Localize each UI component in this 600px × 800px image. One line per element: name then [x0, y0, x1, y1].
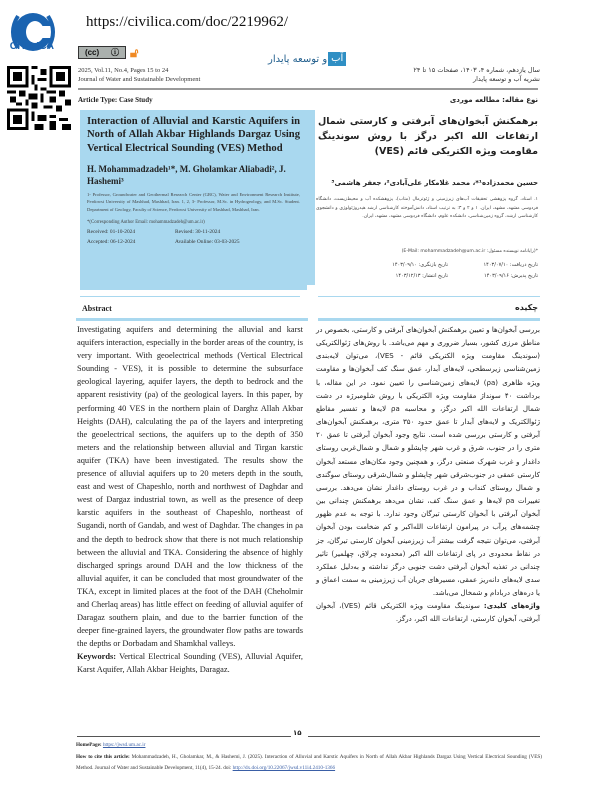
license-area	[78, 46, 138, 59]
volume-info-fa: سال یازدهم، شماره ۴، ۱۴۰۳، صفحات ۱۵ تا ۲۴	[413, 66, 540, 74]
abstract-text-fa: بررسی آبخوان‌ها و تعیین برهمکنش آبخوان‌های آبرفتی و کارستی، بخصوص در مناطق مرزی کشور، بسیار ضروری و مهم می‌باشد. با روش‌های ژئوالکتریکی (سوندینگ مقاومت ویژه الکتریکی قائم - VES)، می‌توان لایه‌بندی زمین‌شناسی زیرسطحی، لایه‌های آبدار، عمق سنگ کف آبخوان‌ها و مقاومت ویژه ظاهری (ρa) لایه‌های زمین‌شناسی را تعیین نمود. در این مقاله، با برداشت ۴۰ سونداژ مقاومت ویژه الکتریکی با روش شلومبرژه در دشت شمال ارتفاعات الله اکبر درگز، و محاسبه ρa لایه‌ها و تفسیر مقاطع ژئوالکتریک و لایه‌های آبدار تا عمق حدود ۳۵۰ متری، برهمکنش آبخوان‌های آبرفتی و کارستی بررسی شده است. نتایج وجود آبخوان آبرفتی تا عمق ۲۰ متری را در جنوب، شرق و غرب شهر چاپشلو و شمال و شمال‌غربی روستای داغدار و غرب شهرک صنعتی درگز، و همچنین وجود مکان‌های مستعد آبخوان کارستی عمقی در جنوب‌شرقی شهر چاپشلو و شمال‌شرقی روستای سوگندی و شمال روستای کنداب و در غرب روستای داغدار نشان می‌دهد. بررسی تغییرات ρa لایه‌ها و عمق سنگ کف، نشان می‌دهد برهمکنش چندانی بین آبخوان آبرفتی با آبخوان کارستی تیرگان وجود ندارد. با توجه به عدم ظهور چشمه‌های پرآب در پیرامون ارتفاعات الله‌اکبر و کم ضخامت بودن آبخوان آبرفتی، می‌توان نتیجه گرفت بیشتر آب زیرزمینی آبخوان کارستی تیرگان، جز در نقاط محدودی در پای ارتفاعات الله اکبر (محدوده چرلاق، چهلمیر) تاثیر چندانی در تغذیه آبخوان آبرفتی دشت جنوبی درگز نداشته و به‌دلیل عملکرد سدی لایه‌های دانه‌ریز عمقی، مسیرهای جریان آب زیرزمینی به سمت اعماق و یا دره‌های دربادام و شمخال می‌باشد.	[316, 326, 540, 598]
abstract-band-fa	[318, 318, 540, 321]
accepted-date: Accepted: 06-12-2024	[87, 238, 136, 245]
received-date-fa: تاریخ دریافت: ۱۴۰۳/۰۷/۱۰	[483, 262, 538, 268]
available-date: Available Online: 03-03-2025	[175, 238, 240, 245]
keywords-label-fa: واژه‌های کلیدی:	[483, 602, 540, 611]
cite-label: How to cite this article:	[76, 753, 130, 760]
dates-en	[87, 229, 300, 245]
corresponding-email-fa: *(رایانامه نویسنده مسئول: E-Mail: mohammadzadeh@um.ac.ir)	[401, 249, 538, 254]
abstract-heading-fa: چکیده	[514, 303, 538, 312]
article-type-fa: نوع مقاله: مطالعه موردی	[449, 96, 538, 104]
keywords-fa: سوندینگ مقاومت ویژه الکتریکی قائم (VES)، آبخوان آبرفتی، آبخوان کارستی، ارتفاعات الله اکبر، درگز.	[316, 602, 540, 624]
published-date-fa: تاریخ انتشار: ۱۴۰۳/۱۲/۱۳	[395, 273, 448, 279]
dates-fa	[358, 262, 538, 279]
header-divider	[78, 88, 538, 90]
abstract-fa	[316, 324, 540, 627]
volume-info-en: 2025, Vol.11, No.4, Pages 15 to 24	[78, 67, 169, 74]
corresponding-email-en: *(Corresponding Author Email: mohammadzadeh@um.ac.ir)	[87, 219, 205, 225]
abstract-heading-en: Abstract	[82, 304, 112, 313]
paper-title-en: Interaction of Alluvial and Karstic Aquifers in North of Allah Akbar Highlands Dargaz Using Vertical Electrical Sounding (VES) Method	[87, 116, 300, 154]
cc-by-license-icon[interactable]: (cc) ⓘ	[78, 46, 126, 59]
affiliations-fa: ۱. استاد، گروه پژوهشی تحقیقات آب‌های زیرزمینی و ژئوترمال (متاب)، پژوهشکده آب و محیط‌زیست، دانشگاه فردوسی مشهد، مشهد، ایران. ۱ و ۲ و ۳: به ترتیب استاد، دانش‌آموخته کارشناسی ارشد هیدروژئولوژی و دانشجوی کارشناسی ارشد، گروه زمین‌شناسی، دانشکده علوم، دانشگاه فردوسی مشهد، مشهد، ایران.	[316, 197, 539, 220]
homepage-link[interactable]: https://jwsd.um.ac.ir	[102, 742, 146, 748]
affiliations-en: 1- Professor, Groundwater and Geothermal Research Center (GRC), Water and Environment Research Institute, Ferdowsi University of Mashhad, Mashhad, Iran. 1, 2, 3- Professor, M.Sc. in Hydrogeology, and M.Sc. Student. Department of Geology, Faculty of Science, Ferdowsi University of Mashhad, Mashhad, Iran.	[87, 191, 300, 213]
document-url[interactable]: https://civilica.com/doc/2219962/	[86, 14, 289, 30]
paper-title-fa: برهمکنش آبخوان‌های آبرفتی و کارستی شمال ارتفاعات الله اکبر درگز با روش سوندینگ مقاومت ویژه الکتریکی قائم (VES)	[318, 116, 538, 157]
doi-link[interactable]: http://dx.doi.org/10.22067/jwsd.v11i4.2410-1366	[232, 765, 336, 772]
received-date: Received: 01-10-2024	[87, 228, 136, 235]
persian-title-accent	[307, 110, 315, 285]
authors-fa: حسین محمدزاده¹*، محمد غلامکار علی‌آبادی²، جعفر هاشمی³	[331, 179, 538, 187]
abstract-divider-en	[80, 296, 300, 297]
revised-date: Revised: 30-11-2024	[175, 228, 221, 235]
abstract-band-en	[76, 318, 308, 321]
journal-logo-box: آب	[328, 52, 346, 66]
journal-logo	[268, 52, 346, 66]
journal-info-fa	[413, 66, 540, 84]
revised-date-fa: تاریخ بازنگری: ۱۴۰۳/۰۹/۱۰	[392, 262, 448, 268]
abstract-en	[77, 323, 303, 677]
accepted-date-fa: تاریخ پذیرش: ۱۴۰۳/۰۹/۱۶	[484, 273, 538, 279]
journal-info-en	[78, 66, 200, 84]
footer-divider-left	[77, 736, 291, 737]
english-title-box	[80, 110, 307, 290]
civilica-brand: CIVILICA	[9, 41, 55, 52]
keywords-en: Vertical Electrical Sounding (VES), Alluvial Aquifer, Karst Aquifer, Allah Akbar Heights, Daragaz.	[77, 652, 303, 675]
cite-text: Mohammadzadeh, H., Gholamkar, M., & Hashemi, J. (2025). Interaction of Alluvial and Karstic Aquifers in North of Allah Akbar Highlands Dargaz Using Vertical Electrical Sounding (VES) Method. Journal of Water and Sustainable Development, 11(4), 15-24. doi:	[76, 753, 542, 772]
open-access-icon: 🔓︎	[130, 45, 139, 60]
article-type-en: Article Type: Case Study	[78, 96, 153, 104]
citation-footer	[76, 740, 542, 775]
abstract-text-en: Investigating aquifers and determining the alluvial and karst aquifers interaction, especially in the border areas of the country, is very important. With geoelectrical methods (Vertical Electrical Sounding - VES), it is possible to determine the subsurface geological layering, aquifer layers, the depth to bedrock and the apparent resistivity (ρa) of the geological layers. In this paper, by performing 40 VES in the northern plain of Darghz Allah Akbar Heights (DAH), calculating the ρa of the layers and interpreting the geoelectrical sections, the aquifers up to the depth of 350 meters and the relationship between alluvial and Tirgan karstic aquifer (TKA) have been investigated. The results show the presence of alluvial aquifers up to 20 meters depth in the south, east and west of Chapeshlo, north and northwest of Daghdar and west of Dargaz industrial town, as well as the presence of deep karstic aquifers in the southeast of Chapeshlo, northeast of Sugandi, north of Gandab, and west of Daghdar. The changes in ρa and the depth to bedrock show that there is not much relationship between the alluvial and TKA. Considering the absence of highly discharged springs around DAH and the low thickness of the alluvial aquifer, it can be concluded that most groundwater of the TKA, except in limited places at the foot of the DAH (Cheholmir and Cherlaq areas) has little effect on feeding of alluvial aquifer of Daragaz southern plain, and due to the barrier function of the deeper fine-grained layers, the groundwater flow paths are towards the depths or Dorbadam and Shamkhal valleys.	[77, 325, 303, 649]
keywords-label-en: Keywords:	[77, 652, 117, 662]
homepage-label: HomePage:	[76, 742, 102, 748]
journal-logo-text: و توسعه پایدار	[268, 53, 328, 65]
page-number: ۱۵	[293, 729, 302, 737]
footer-divider-right	[308, 736, 540, 737]
qr-code-icon	[7, 66, 71, 130]
abstract-divider-fa	[318, 296, 540, 297]
authors-en: H. Mohammadzadeh¹*, M. Gholamkar Aliabadi², J. Hashemi³	[87, 163, 286, 186]
journal-name-fa: نشریه آب و توسعه پایدار	[472, 75, 540, 83]
journal-name-en: Journal of Water and Sustainable Development	[78, 76, 201, 83]
